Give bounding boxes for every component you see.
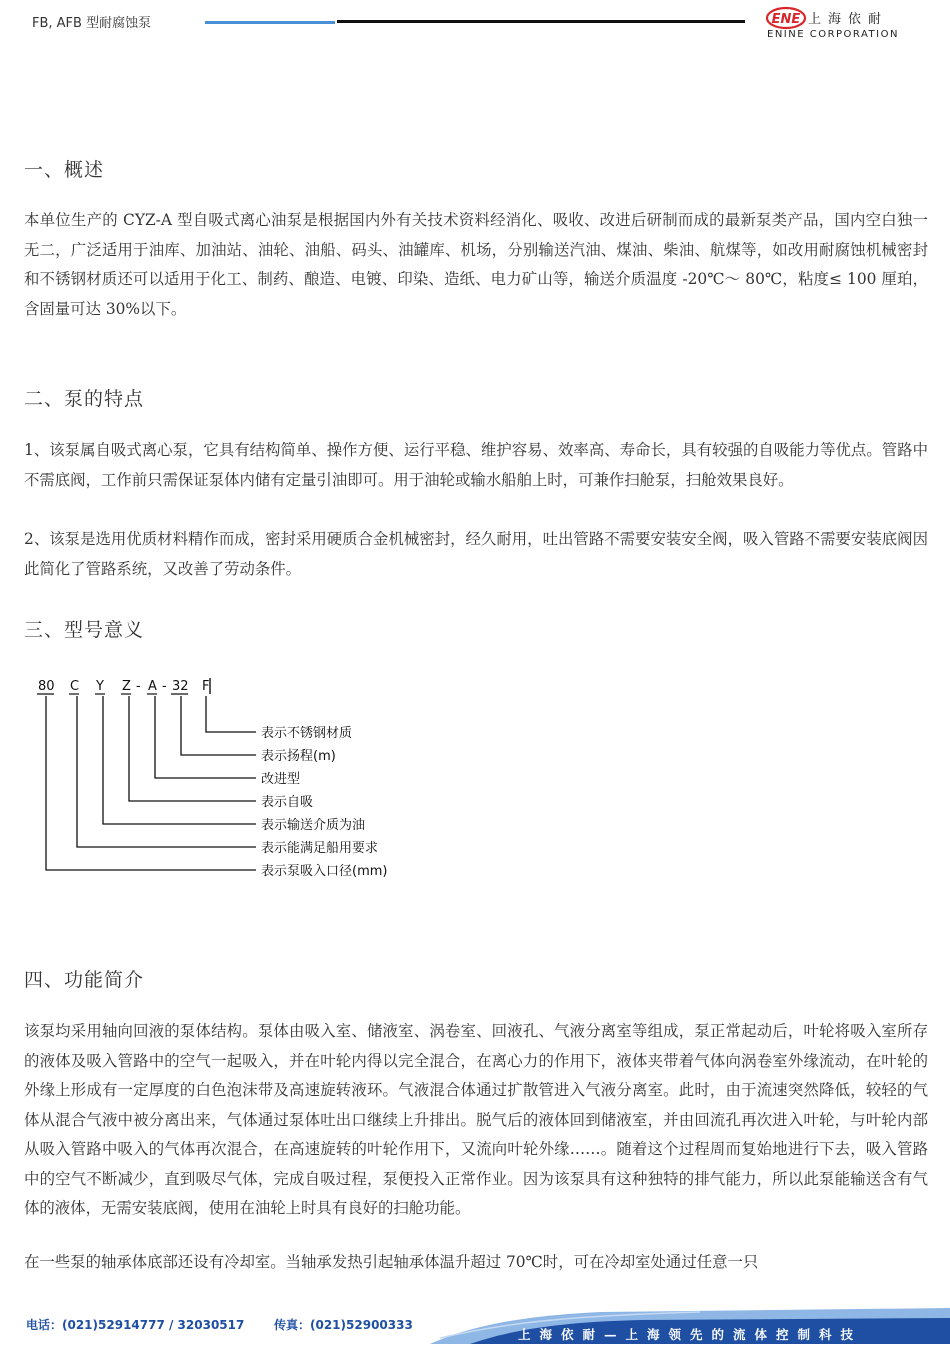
meaning-improved: 改进型 (261, 772, 301, 787)
header-rule-blue (205, 21, 335, 24)
footer-phone: 电话：(021)52914777 / 32030517 (26, 1318, 245, 1332)
code-dash-2: - (162, 679, 167, 694)
logo-mark-text: ENE (771, 12, 801, 27)
function-paragraph-2: 在一些泵的轴承体底部还设有冷却室。当轴承发热引起轴承体温升超过 70℃时，可在冷却室处通过任意一只 (24, 1253, 759, 1271)
code-dash-1: - (136, 679, 141, 694)
overview-paragraph: 本单位生产的 CYZ-A 型自吸式离心油泵是根据国内外有关技术资料经消化、吸收、改进后研制而成的最新泵类产品，国内空白独一无二，广泛适用于油库、加油站、油轮、油船、码头、油罐库、机场，分别输送汽油、煤油、柴油、航煤等，如改用耐腐蚀机械密封和不锈钢材质还可以适用于化工、制药、酿造、电镀、印染、造纸、电力矿山等，输送介质温度 -20℃～ 80℃，粘度≤ 100 厘珀，含固量可达 30%以下。 (24, 211, 928, 318)
company-name-cn: 上海依耐 (808, 12, 889, 27)
code-a: A (148, 679, 157, 694)
features-paragraph-1: 1、该泵属自吸式离心泵，它具有结构简单、操作方便、运行平稳、维护容易、效率高、寿命长，具有较强的自吸能力等优点。管路中不需底阀，工作前只需保证泵体内储有定量引油即可。用于油轮或输水船舶上时，可兼作扫舱泵，扫舱效果良好。 (24, 441, 928, 489)
footer-slogan: 上海依耐—上海领先的流体控制科技 (518, 1327, 863, 1342)
meaning-inlet-diameter: 表示泵吸入口径(mm) (261, 864, 388, 879)
meaning-oil-medium: 表示输送介质为油 (261, 818, 366, 833)
code-f: F (202, 679, 210, 694)
header-rule-black (337, 20, 745, 23)
code-32: 32 (172, 679, 189, 694)
model-code-diagram (30, 672, 450, 891)
code-y: Y (96, 679, 104, 694)
code-80: 80 (38, 679, 55, 694)
code-z: Z (122, 679, 131, 694)
meaning-stainless: 表示不锈钢材质 (261, 726, 353, 741)
section-heading-model-meaning: 三、型号意义 (24, 619, 145, 641)
meaning-self-priming: 表示自吸 (261, 795, 314, 810)
section-heading-function: 四、功能简介 (24, 969, 145, 991)
meaning-marine: 表示能满足船用要求 (261, 841, 379, 856)
section-heading-features: 二、泵的特点 (24, 388, 145, 410)
code-c: C (70, 679, 80, 694)
function-paragraph-1: 该泵均采用轴向回液的泵体结构。泵体由吸入室、储液室、涡卷室、回液孔、气液分离室等组成，泵正常起动后，叶轮将吸入室所存的液体及吸入管路中的空气一起吸入，并在叶轮内得以完全混合，在离心力的作用下，液体夹带着气体向涡卷室外缘流动，在叶轮的外缘上形成有一定厚度的白色泡沫带及高速旋转液环。气液混合体通过扩散管进入气液分离室。此时，由于流速突然降低，较轻的气体从混合气液中被分离出来，气体通过泵体吐出口继续上升排出。脱气后的液体回到储液室，并由回流孔再次进入叶轮，与叶轮内部从吸入管路中吸入的气体再次混合，在高速旋转的叶轮作用下，又流向叶轮外缘……。随着这个过程周而复始地进行下去，吸入管路中的空气不断减少，直到吸尽气体，完成自吸过程，泵便投入正常作业。因为该泵具有这种独特的排气能力，所以此泵能输送含有气体的液体，无需安装底阀，使用在油轮上时具有良好的扫舱功能。 (24, 1022, 928, 1217)
meaning-head: 表示扬程(m) (261, 749, 336, 764)
features-paragraph-2: 2、该泵是选用优质材料精作而成，密封采用硬质合金机械密封，经久耐用，吐出管路不需要安装安全阀，吸入管路不需要安装底阀因此简化了管路系统，又改善了劳动条件。 (24, 530, 928, 578)
section-heading-overview: 一、概述 (24, 159, 105, 181)
document-title: FB, AFB 型耐腐蚀泵 (32, 16, 152, 31)
footer-fax: 传真：(021)52900333 (274, 1318, 413, 1332)
company-name-en: ENINE CORPORATION (767, 29, 899, 40)
